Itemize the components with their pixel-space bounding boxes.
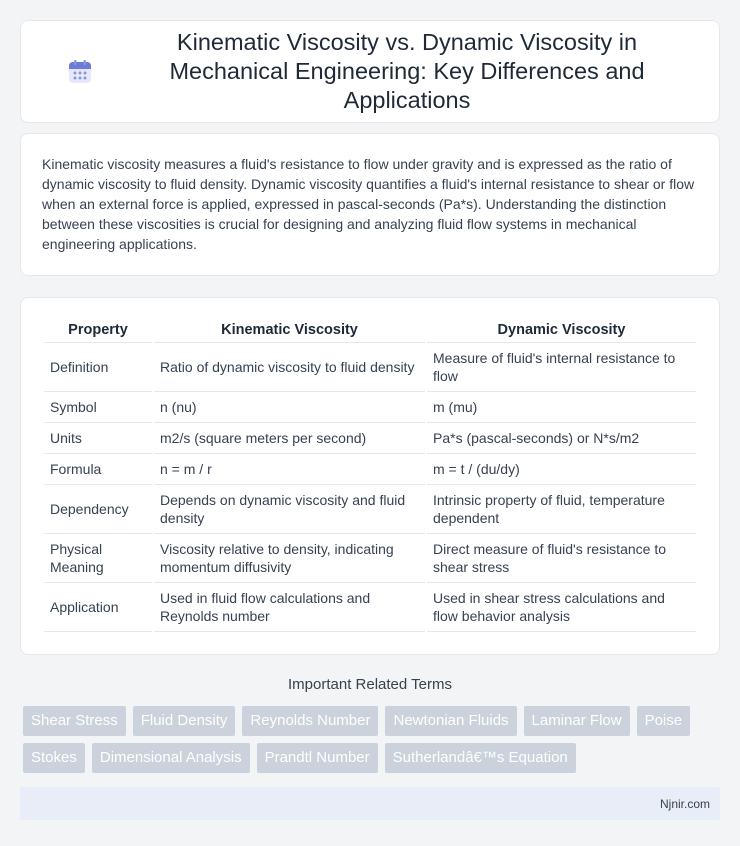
table-cell: Definition [44, 343, 152, 392]
table-row [44, 343, 696, 392]
related-term-tag[interactable]: Reynolds Number [242, 706, 378, 736]
column-header-property: Property [44, 318, 152, 343]
related-term-tag[interactable]: Stokes [23, 743, 85, 773]
related-term-tag[interactable]: Shear Stress [23, 706, 126, 736]
table-cell: Used in shear stress calculations and flow behavior analysis [427, 583, 696, 632]
calendar-icon [67, 59, 93, 85]
footer [20, 787, 720, 820]
table-row [44, 534, 696, 583]
page-title: Kinematic Viscosity vs. Dynamic Viscosity in Mechanical Engineering: Key Differences and Applications [169, 29, 645, 113]
table-cell: Pa*s (pascal-seconds) or N*s/m2 [427, 423, 696, 454]
related-term-tag[interactable]: Newtonian Fluids [385, 706, 516, 736]
related-terms-list [0, 706, 740, 773]
table-row [44, 423, 696, 454]
table-cell: m2/s (square meters per second) [154, 423, 425, 454]
table-cell: Symbol [44, 392, 152, 423]
table-cell: m (mu) [427, 392, 696, 423]
table-cell: Ratio of dynamic viscosity to fluid density [154, 343, 425, 392]
comparison-table [42, 318, 698, 632]
table-cell: n = m / r [154, 454, 425, 485]
table-cell: n (nu) [154, 392, 425, 423]
column-header-kinematic: Kinematic Viscosity [154, 318, 425, 343]
table-row [44, 392, 696, 423]
table-row [44, 583, 696, 632]
table-cell: Viscosity relative to density, indicating momentum diffusivity [154, 534, 425, 583]
comparison-table-card [20, 297, 720, 655]
column-header-dynamic: Dynamic Viscosity [427, 318, 696, 343]
table-cell: Dependency [44, 485, 152, 534]
table-cell: Measure of fluid's internal resistance to flow [427, 343, 696, 392]
table-cell: Physical Meaning [44, 534, 152, 583]
related-term-tag[interactable]: Poise [637, 706, 691, 736]
site-name[interactable]: Njnir.com [659, 796, 710, 811]
table-cell: Application [44, 583, 152, 632]
table-cell: Used in fluid flow calculations and Reynolds number [154, 583, 425, 632]
table-cell: Units [44, 423, 152, 454]
table-row [44, 485, 696, 534]
table-cell: Direct measure of fluid's resistance to shear stress [427, 534, 696, 583]
intro-card [20, 133, 720, 276]
header-card [20, 20, 720, 123]
related-term-tag[interactable]: Laminar Flow [524, 706, 630, 736]
table-row [44, 454, 696, 485]
table-cell: Intrinsic property of fluid, temperature dependent [427, 485, 696, 534]
table-cell: m = t / (du/dy) [427, 454, 696, 485]
related-term-tag[interactable]: Fluid Density [133, 706, 236, 736]
related-term-tag[interactable]: Dimensional Analysis [92, 743, 250, 773]
related-terms-title: Important Related Terms [288, 676, 452, 693]
intro-text: Kinematic viscosity measures a fluid's resistance to flow under gravity and is expressed as the ratio of dynamic viscosity to fluid density. Dynamic viscosity quantifies a fluid's internal resistance to shear or flow when an external force is applied, expressed in pascal-seconds (Pa*s). Understanding the distinction between these viscosities is crucial for designing and analyzing fluid flow systems in mechanical engineering applications. [42, 156, 695, 252]
related-term-tag[interactable]: Sutherlandâ€™s Equation [385, 743, 576, 773]
table-header-row [44, 318, 696, 343]
table-cell: Depends on dynamic viscosity and fluid density [154, 485, 425, 534]
table-cell: Formula [44, 454, 152, 485]
related-term-tag[interactable]: Prandtl Number [257, 743, 378, 773]
